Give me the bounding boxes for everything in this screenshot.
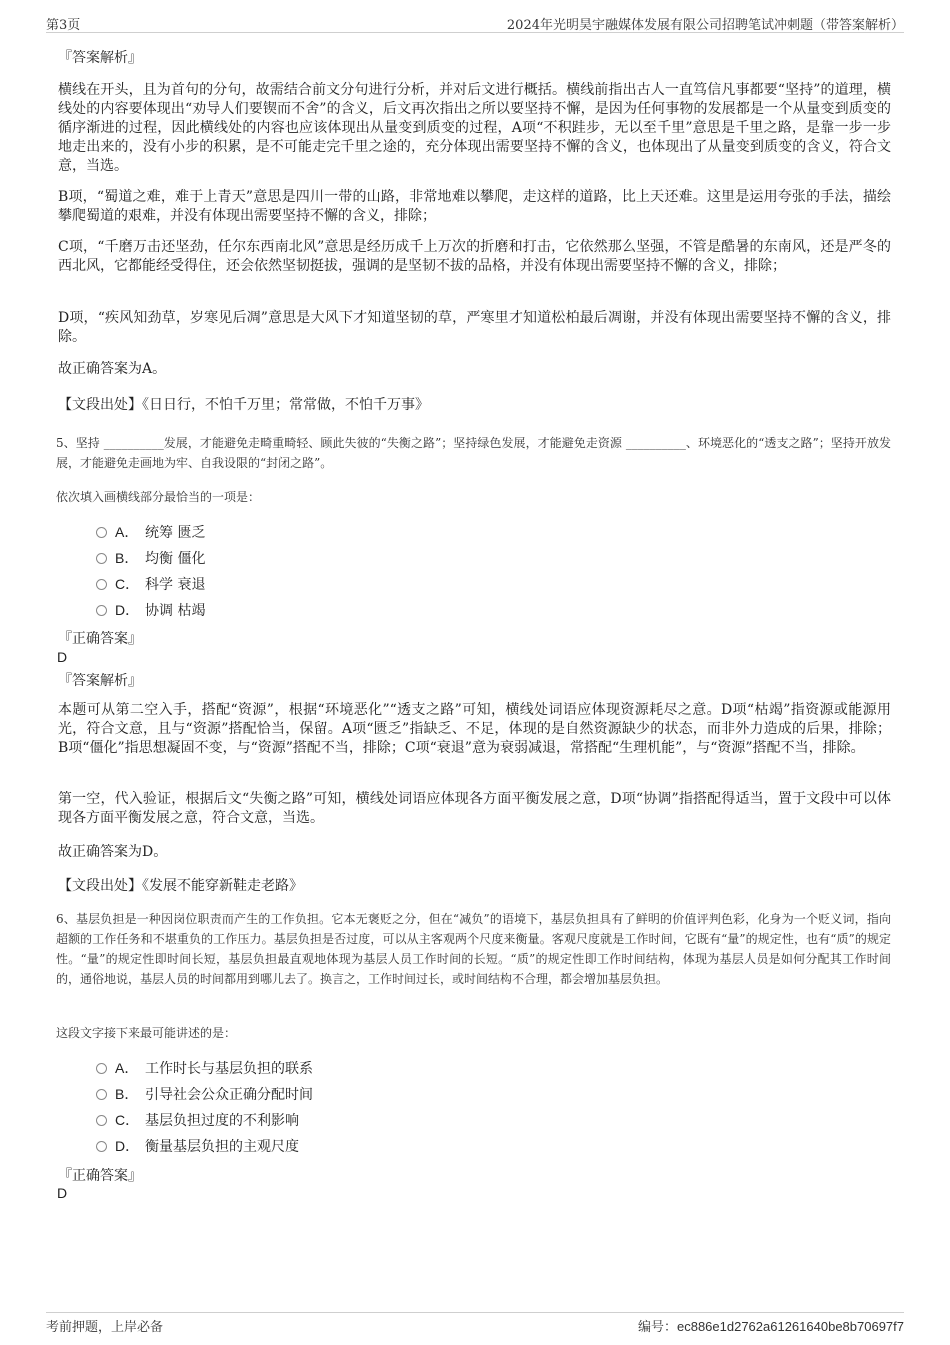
- page-footer: [46, 1312, 904, 1335]
- radio-icon[interactable]: [96, 1141, 107, 1152]
- q5-answer: D: [57, 649, 68, 665]
- q5-stem: 5、坚持 __________发展，才能避免走畸重畸轻、顾此失彼的“失衡之路”；坚持绿色发展，才能避免走资源 __________、环境恶化的“透支之路”；坚持开放发展，才能避免走画地为牢、自我设限的“封闭之路”。: [56, 436, 891, 470]
- radio-icon[interactable]: [96, 1089, 107, 1100]
- radio-icon[interactable]: [96, 527, 107, 538]
- option-text: 协调 枯竭: [145, 603, 206, 619]
- page-number: 第3页: [46, 18, 81, 33]
- q4-analysis-paragraph-3: C项，“千磨万击还坚劲，任尔东西南北风”意思是经历成千上万次的折磨和打击，它依然那么坚强，不管是酷暑的东南风，还是严冬的西北风，它都能经受得住，还会依然坚韧挺拔，强调的是坚韧不拔的品格，并没有体现出需要坚持不懈的含义，排除；: [58, 239, 891, 274]
- radio-icon[interactable]: [96, 1063, 107, 1074]
- option-text: 统筹 匮乏: [145, 525, 206, 541]
- q4-source: 【文段出处】《日日行，不怕千万里；常常做，不怕千万事》: [58, 397, 429, 413]
- footer-code-label: 编号：: [637, 1320, 677, 1335]
- q5-option-a[interactable]: [96, 522, 205, 542]
- q6-option-b[interactable]: [96, 1084, 313, 1104]
- q5-analysis-paragraph-2: 第一空，代入验证，根据后文“失衡之路”可知，横线处词语应体现各方面平衡发展之意，D项“协调”指搭配得适当，置于文段中可以体现各方面平衡发展之意，符合文意，当选。: [58, 791, 891, 826]
- footer-slogan: 考前押题，上岸必备: [46, 1320, 164, 1335]
- q6-option-c[interactable]: [96, 1110, 299, 1130]
- q4-conclusion: 故正确答案为A。: [58, 361, 167, 377]
- option-text: 均衡 僵化: [145, 551, 206, 567]
- option-text: 引导社会公众正确分配时间: [145, 1087, 313, 1103]
- option-letter: C．: [115, 576, 140, 592]
- q5-option-c[interactable]: [96, 574, 205, 594]
- option-text: 衡量基层负担的主观尺度: [145, 1139, 299, 1155]
- q6-answer-label: 『正确答案』: [58, 1168, 142, 1184]
- option-letter: B．: [115, 550, 139, 566]
- q6-prompt: 这段文字接下来最可能讲述的是：: [56, 1026, 237, 1040]
- footer-code-value: ec886e1d2762a61261640be8b70697f7: [676, 1319, 904, 1334]
- option-letter: D．: [115, 1138, 140, 1154]
- option-letter: A．: [115, 524, 139, 540]
- q4-analysis-paragraph-2: B项，“蜀道之难，难于上青天”意思是四川一带的山路，非常地难以攀爬，走这样的道路，比上天还难。这里是运用夸张的手法，描绘攀爬蜀道的艰难，并没有体现出需要坚持不懈的含义，排除；: [58, 189, 891, 224]
- q6-option-d[interactable]: [96, 1136, 299, 1156]
- q5-analysis-paragraph-1: 本题可从第二空入手，搭配“资源”，根据“环境恶化”“透支之路”可知，横线处词语应体现资源耗尽之意。D项“枯竭”指资源或能源用光，符合文意，且与“资源”搭配恰当，保留。A项“匮乏”指缺乏、不足，体现的是自然资源缺少的状态，而非外力造成的后果，排除；B项“僵化”指思想凝固不变，与“资源”搭配不当，排除；C项“衰退”意为衰弱减退，常搭配“生理机能”，与“资源”搭配不当，排除。: [58, 702, 891, 756]
- page-header: [46, 14, 904, 33]
- document-title: 2024年光明昊宇融媒体发展有限公司招聘笔试冲刺题（带答案解析）: [506, 18, 904, 33]
- q5-answer-label: 『正确答案』: [58, 631, 142, 647]
- q4-analysis-paragraph-4: D项，“疾风知劲草，岁寒见后凋”意思是大风下才知道坚韧的草，严寒里才知道松柏最后凋谢，并没有体现出需要坚持不懈的含义，排除。: [58, 310, 891, 345]
- q5-prompt: 依次填入画横线部分最恰当的一项是：: [56, 490, 261, 504]
- option-letter: A．: [115, 1060, 139, 1076]
- radio-icon[interactable]: [96, 579, 107, 590]
- q5-source: 【文段出处】《发展不能穿新鞋走老路》: [58, 878, 303, 894]
- q6-stem: 6、基层负担是一种因岗位职责而产生的工作负担。它本无褒贬之分，但在“减负”的语境下，基层负担具有了鲜明的价值评判色彩，化身为一个贬义词，指向超额的工作任务和不堪重负的工作压力。基层负担是否过度，可以从主客观两个尺度来衡量。客观尺度就是工作时间，它既有“量”的规定性，也有“质”的规定性。“量”的规定性即时间长短，基层负担最直观地体现为基层人员工作时间的长短。“质”的规定性即工作时间结构，体现为基层人员是如何分配其工作时间的，通俗地说，基层人员的时间都用到哪儿去了。换言之，工作时间过长，或时间结构不合理，都会增加基层负担。: [56, 912, 891, 986]
- q5-option-b[interactable]: [96, 548, 205, 568]
- radio-icon[interactable]: [96, 553, 107, 564]
- option-text: 工作时长与基层负担的联系: [145, 1061, 313, 1077]
- option-text: 基层负担过度的不利影响: [145, 1113, 299, 1129]
- q6-answer: D: [57, 1185, 68, 1201]
- option-letter: C．: [115, 1112, 140, 1128]
- q4-analysis-label: 『答案解析』: [58, 50, 142, 66]
- footer-code: [638, 1316, 904, 1335]
- option-letter: D．: [115, 602, 140, 618]
- option-letter: B．: [115, 1086, 139, 1102]
- q4-analysis-paragraph-1: 横线在开头，且为首句的分句，故需结合前文分句进行分析，并对后文进行概括。横线前指出古人一直笃信凡事都要“坚持”的道理，横线处的内容要体现出“劝导人们要锲而不舍”的含义，后文再次指出之所以要坚持不懈，是因为任何事物的发展都是一个从量变到质变的循序渐进的过程，因此横线处的内容也应该体现出从量变到质变的过程，A项“不积跬步，无以至千里”意思是千里之路，是靠一步一步地走出来的，没有小步的积累，是不可能走完千里之途的，充分体现出需要坚持不懈的含义，也体现出了从量变到质变的含义，符合文意，当选。: [58, 82, 891, 174]
- q6-option-a[interactable]: [96, 1058, 313, 1078]
- q5-conclusion: 故正确答案为D。: [58, 844, 168, 860]
- q5-analysis-label: 『答案解析』: [58, 673, 142, 689]
- radio-icon[interactable]: [96, 1115, 107, 1126]
- option-text: 科学 衰退: [145, 577, 206, 593]
- q5-option-d[interactable]: [96, 600, 205, 620]
- radio-icon[interactable]: [96, 605, 107, 616]
